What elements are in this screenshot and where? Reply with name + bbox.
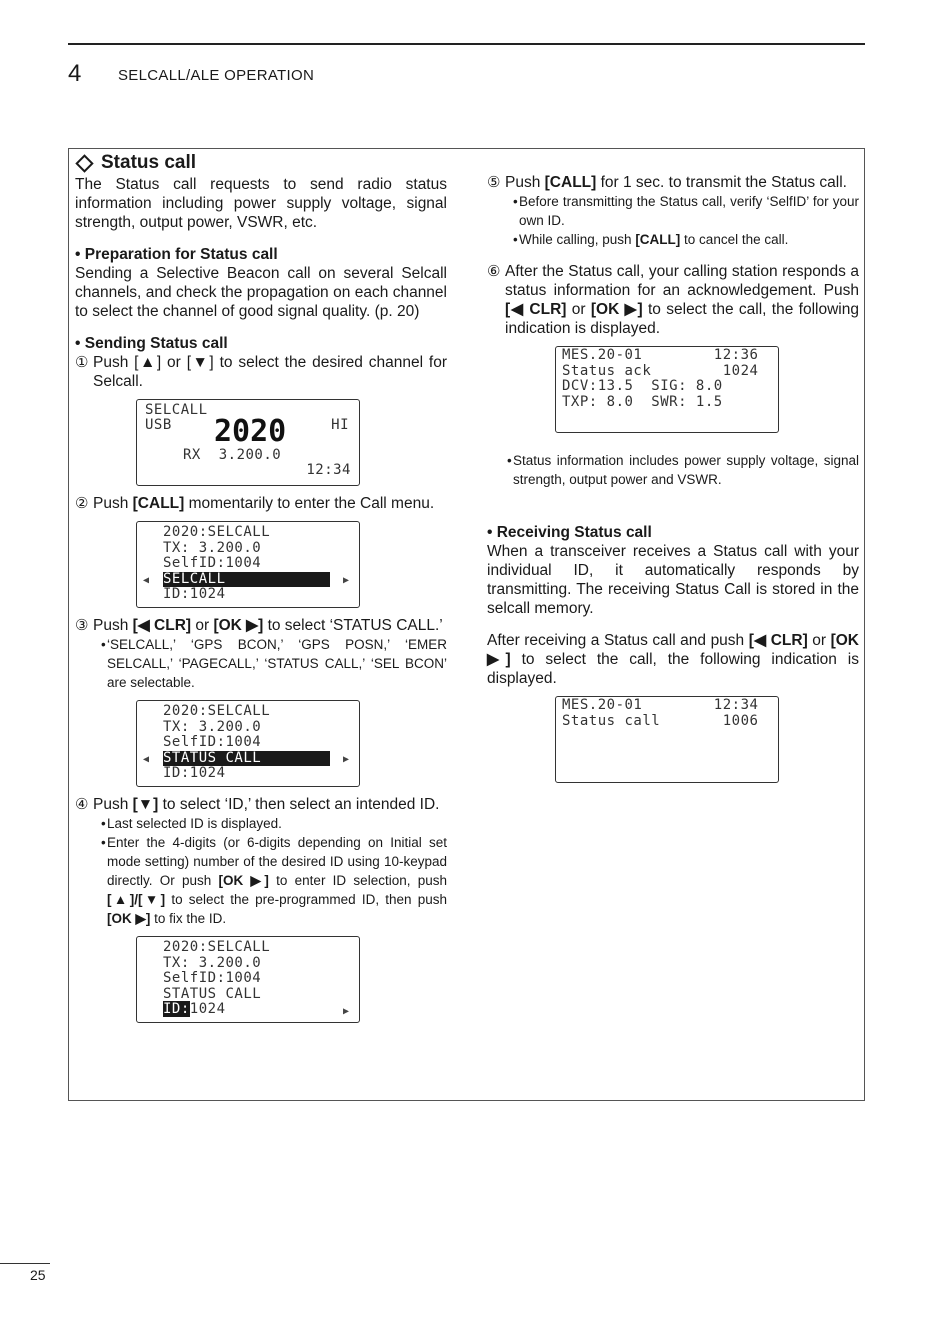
receiving-heading: • Receiving Status call: [487, 524, 652, 541]
step-5-notes: • Before transmitting the Status call, verify ‘SelfID’ for your own ID. • While calling, push [CALL] to cancel the call.: [513, 194, 859, 247]
lcd-highlighted-item: STATUS CALL: [163, 751, 330, 767]
lcd-highlighted-item: SELCALL: [163, 572, 330, 588]
note-text: Enter the 4-digits (or 6-digits depending on Initial set mode setting) number of the desired ID using 10-keypad directly. Or push [OK ▶] to enter ID selection, push [▲]/[▼] to select the pre-programmed ID, then push [OK ▶] to fix the ID.: [107, 835, 447, 926]
chapter-title: SELCALL/ALE OPERATION: [118, 67, 315, 84]
lcd-mode: USB: [145, 417, 172, 433]
step-5: [487, 173, 859, 192]
step-4-notes: • Last selected ID is displayed. • Enter the 4-digits (or 6-digits depending on Initial set mode setting) number of the desired ID using 10-keypad directly. Or push [OK ▶] to enter ID selection, push [▲]/[▼] to select the pre-programmed ID, then push [OK ▶] to fix the ID.: [101, 816, 447, 926]
step-text: Push [▲] or [▼] to select the desired channel for Selcall.: [93, 354, 447, 390]
lcd-line: 2020:SELCALL: [163, 939, 271, 955]
preparation-heading: • Preparation for Status call: [75, 246, 278, 263]
step-text: Push [▼] to select ‘ID,’ then select an intended ID.: [93, 796, 440, 813]
step-number: ⑥: [487, 263, 501, 280]
step-text: Push [CALL] for 1 sec. to transmit the Status call.: [505, 174, 847, 191]
page-number: 25: [30, 1267, 46, 1283]
lcd-line: ID:1024: [163, 586, 226, 602]
top-rule: [68, 43, 865, 45]
intro-text: The Status call requests to send radio status information including power supply voltage, signal strength, output power, VSWR, etc.: [75, 176, 447, 231]
lcd-highlighted-item: ID:: [163, 1001, 190, 1017]
right-arrow-icon: ▶: [342, 575, 349, 586]
chapter-number: 4: [68, 60, 82, 87]
step-3-notes: • ‘SELCALL,’ ‘GPS BCON,’ ‘GPS POSN,’ ‘EMER SELCALL,’ ‘PAGECALL,’ ‘STATUS CALL,’ ‘SEL BCON’ are selectable.: [101, 637, 447, 690]
lcd-line: 2020:SELCALL: [163, 703, 271, 719]
lcd-line: TXP: 8.0 SWR: 1.5: [562, 393, 723, 410]
lcd-line: 2020:SELCALL: [163, 524, 271, 540]
lcd-line: DCV:13.5 SIG: 8.0: [562, 378, 723, 394]
note-text: Status information includes power supply voltage, signal strength, output power and VSWR.: [513, 453, 859, 487]
lcd-time: 12:34: [306, 462, 351, 478]
diamond-icon: [75, 154, 93, 172]
lcd-display-id-select: [136, 936, 360, 1023]
step-6: [487, 262, 859, 338]
lcd-rx-frequency: RX 3.200.0: [183, 447, 282, 463]
lcd-display-call-menu: [136, 521, 360, 608]
lcd-line: TX: 3.200.0: [163, 539, 262, 556]
lcd-line: SelfID:1004: [163, 555, 262, 571]
step-number: ②: [75, 495, 89, 512]
step-3: [75, 616, 447, 635]
note-text: Last selected ID is displayed.: [107, 816, 282, 831]
lcd-display-status-call: [136, 700, 360, 787]
step-text: After the Status call, your calling station responds a status information for an acknowledgement. Push [◀ CLR] or [OK ▶] to select the call, the following indication is displayed.: [505, 263, 859, 337]
step-text: Push [◀ CLR] or [OK ▶] to select ‘STATUS CALL.’: [93, 617, 443, 634]
section-title: Status call: [101, 152, 197, 173]
step-2: [75, 494, 447, 513]
left-arrow-icon: ◀: [143, 754, 150, 765]
step-text: Push [CALL] momentarily to enter the Call menu.: [93, 495, 435, 512]
right-arrow-icon: ▶: [342, 1006, 349, 1017]
step-6-notes: • Status information includes power supply voltage, signal strength, output power and VSWR.: [507, 453, 859, 487]
receiving-text-2: After receiving a Status call and push [◀ CLR] or [OK ▶] to select the call, the following indication is displayed.: [487, 632, 859, 687]
lcd-line: MES.20-01 12:36: [562, 347, 759, 363]
lcd-line: SelfID:1004: [163, 970, 262, 986]
lcd-line: SELCALL: [145, 402, 208, 418]
lcd-line: STATUS CALL: [163, 985, 262, 1002]
note-text: While calling, push [CALL] to cancel the call.: [519, 232, 789, 247]
receiving-text: When a transceiver receives a Status call with your individual ID, it automatically responds by transmitting. The receiving Status Call is stored in the selcall memory.: [487, 543, 859, 617]
lcd-display-status-call-received: [555, 696, 779, 783]
lcd-line: Status ack 1024: [562, 362, 759, 379]
left-column: [75, 152, 447, 1023]
footer-rule: [0, 1263, 50, 1264]
preparation-text: Sending a Selective Beacon call on several Selcall channels, and check the propagation on each channel to select the channel of good signal quality. (p. 20): [75, 265, 447, 320]
lcd-line: Status call 1006: [562, 712, 759, 729]
right-column: [487, 173, 859, 783]
step-1: [75, 353, 447, 391]
left-arrow-icon: ◀: [143, 575, 150, 586]
lcd-line: SelfID:1004: [163, 734, 262, 750]
step-number: ⑤: [487, 174, 501, 191]
lcd-line: ID:1024: [163, 765, 226, 781]
lcd-id-value: 1024: [189, 1001, 226, 1017]
lcd-display-status-ack: [555, 346, 779, 433]
lcd-line: MES.20-01 12:34: [562, 697, 759, 713]
lcd-display-channel: [136, 399, 360, 486]
step-number: ③: [75, 617, 89, 634]
lcd-channel-number: 2020: [214, 414, 287, 449]
lcd-line: TX: 3.200.0: [163, 718, 262, 735]
lcd-line: TX: 3.200.0: [163, 954, 262, 971]
section-heading: [75, 152, 447, 174]
step-number: ④: [75, 796, 89, 813]
step-number: ①: [75, 354, 89, 371]
note-text: ‘SELCALL,’ ‘GPS BCON,’ ‘GPS POSN,’ ‘EMER SELCALL,’ ‘PAGECALL,’ ‘STATUS CALL,’ ‘SEL BCON’ are selectable.: [107, 637, 447, 690]
sending-heading: • Sending Status call: [75, 335, 228, 352]
lcd-power: HI: [331, 417, 349, 433]
step-4: [75, 795, 447, 814]
note-text: Before transmitting the Status call, verify ‘SelfID’ for your own ID.: [519, 194, 859, 228]
right-arrow-icon: ▶: [342, 754, 349, 765]
